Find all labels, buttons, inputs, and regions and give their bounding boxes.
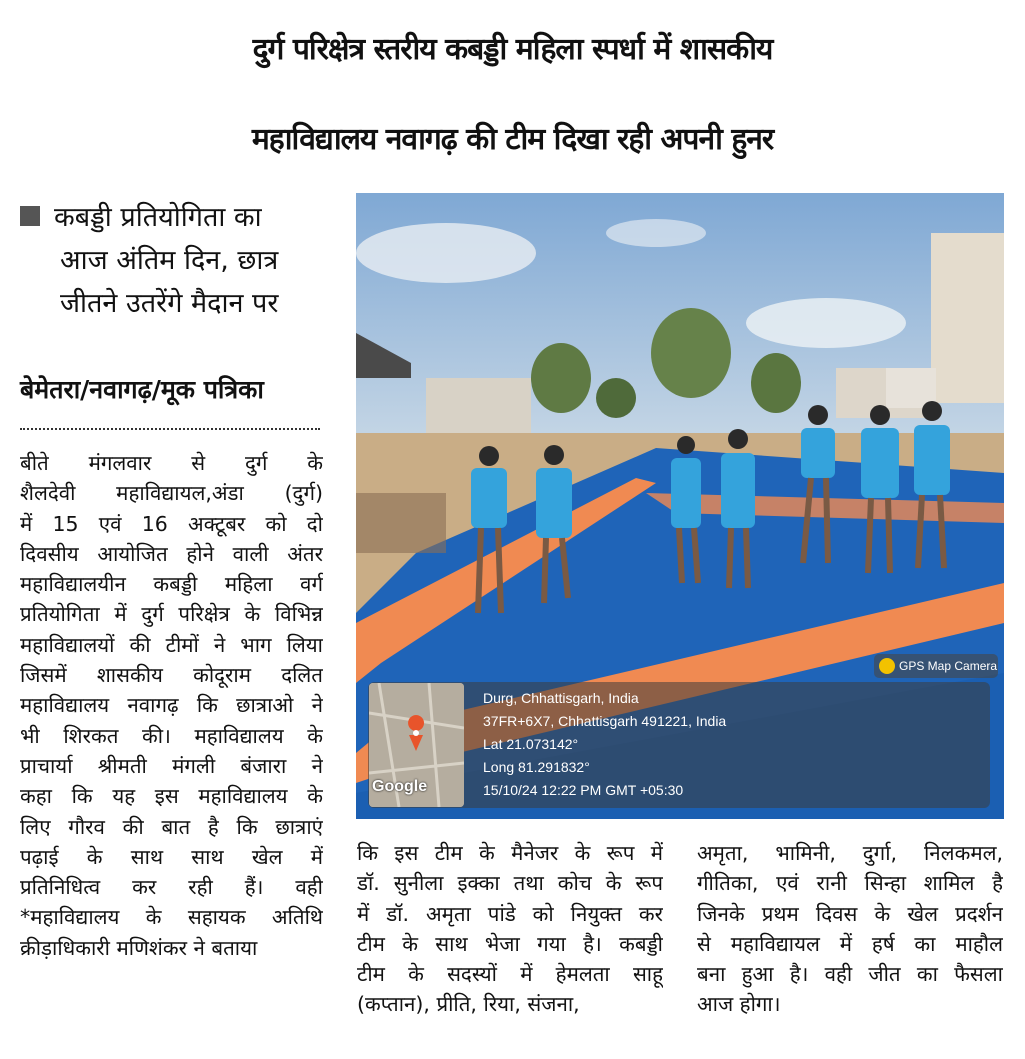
headline-line-1: दुर्ग परिक्षेत्र स्तरीय कबड्डी महिला स्पर्धा में शासकीय xyxy=(252,32,773,67)
body-line: दिवसीय आयोजित होने वाली अंतर xyxy=(20,541,323,566)
body-line: में डॉ. अमृता पांडे को नियुक्त कर xyxy=(357,901,663,926)
kicker-line-1 xyxy=(20,196,340,239)
body-line: जिसमें शासकीय कोदूराम दलित xyxy=(20,663,323,688)
gps-location: Durg, Chhattisgarh, India xyxy=(483,690,639,706)
body-line: लिए गौरव की बात है कि छात्राएं xyxy=(20,814,323,839)
gps-timestamp: 15/10/24 12:22 PM GMT +05:30 xyxy=(483,782,684,798)
body-line: बीते मंगलवार से दुर्ग के xyxy=(20,451,323,475)
google-logo: Google xyxy=(372,778,428,795)
dotted-divider xyxy=(20,428,320,430)
body-line: पढ़ाई के साथ साथ खेल में xyxy=(20,844,323,869)
gps-map-camera-badge xyxy=(874,654,998,678)
kicker xyxy=(20,196,340,325)
body-line: टीम के साथ भेजा गया है। कबड्डी xyxy=(357,931,663,956)
body-line: महाविद्यालयों की टीमों ने भाग लिया xyxy=(20,632,323,657)
gps-camera-icon xyxy=(879,658,895,674)
body-line: बना हुआ है। वही जीत का फैसला xyxy=(697,962,1003,987)
dateline: बेमेतरा/नवागढ़/मूक पत्रिका xyxy=(20,375,264,404)
body-line: क्रीड़ाधिकारी मणिशंकर ने बताया xyxy=(20,935,258,960)
body-line: प्रतिनिधित्व कर रही हैं। वही xyxy=(20,875,323,900)
gps-badge-text: GPS Map Camera xyxy=(899,659,998,673)
body-line: प्राचार्या श्रीमती मंगली बंजारा ने xyxy=(20,753,323,778)
body-line: आज होगा। xyxy=(697,992,781,1017)
kicker-line-2: आज अंतिम दिन, छात्र xyxy=(60,245,279,276)
body-column-3 xyxy=(697,838,1003,1020)
body-column-1 xyxy=(20,448,323,963)
body-line: महाविद्यालयीन कबड्डी महिला वर्ग xyxy=(20,572,323,597)
body-line: *महाविद्यालय के सहायक अतिथि xyxy=(20,905,323,930)
gps-longitude: Long 81.291832° xyxy=(483,759,590,775)
body-line: डॉ. सुनीला इक्का तथा कोच के रूप xyxy=(357,871,663,896)
headline-line-2: महाविद्यालय नवागढ़ की टीम दिखा रही अपनी हुनर xyxy=(251,122,774,157)
body-line: जिनके प्रथम दिवस के खेल प्रदर्शन xyxy=(697,901,1003,926)
body-line: अमृता, भामिनी, दुर्गा, निलकमल, xyxy=(697,841,1003,865)
body-line: से महाविद्यायल में हर्ष का माहौल xyxy=(697,931,1003,956)
gps-address: 37FR+6X7, Chhattisgarh 491221, India xyxy=(483,713,727,729)
body-line: टीम के सदस्यों में हेमलता साहू xyxy=(357,962,663,987)
body-line: (कप्तान), प्रीति, रिया, संजना, xyxy=(357,992,580,1017)
body-line: भी शिरकत की। महाविद्यालय के xyxy=(20,723,323,748)
body-line: प्रतियोगिता में दुर्ग परिक्षेत्र के विभिन्न xyxy=(20,602,323,627)
bullet-square-icon xyxy=(20,206,40,226)
kicker-line-1-text: कबड्डी प्रतियोगिता का xyxy=(54,202,262,233)
body-line: कहा कि यह इस महाविद्यालय के xyxy=(20,784,323,809)
body-line: शैलदेवी महाविद्यायल,अंडा (दुर्ग) xyxy=(20,481,323,506)
body-line: कि इस टीम के मैनेजर के रूप में xyxy=(357,841,663,865)
kicker-line-3: जीतने उतरेंगे मैदान पर xyxy=(60,288,279,319)
body-line: महाविद्यालय नवागढ़ कि छात्राओ ने xyxy=(20,693,323,718)
body-line: में 15 एवं 16 अक्टूबर को दो xyxy=(20,511,323,536)
gps-latitude: Lat 21.073142° xyxy=(483,736,579,752)
body-line: गीतिका, एवं रानी सिन्हा शामिल है xyxy=(697,871,1003,896)
body-column-2 xyxy=(357,838,663,1020)
